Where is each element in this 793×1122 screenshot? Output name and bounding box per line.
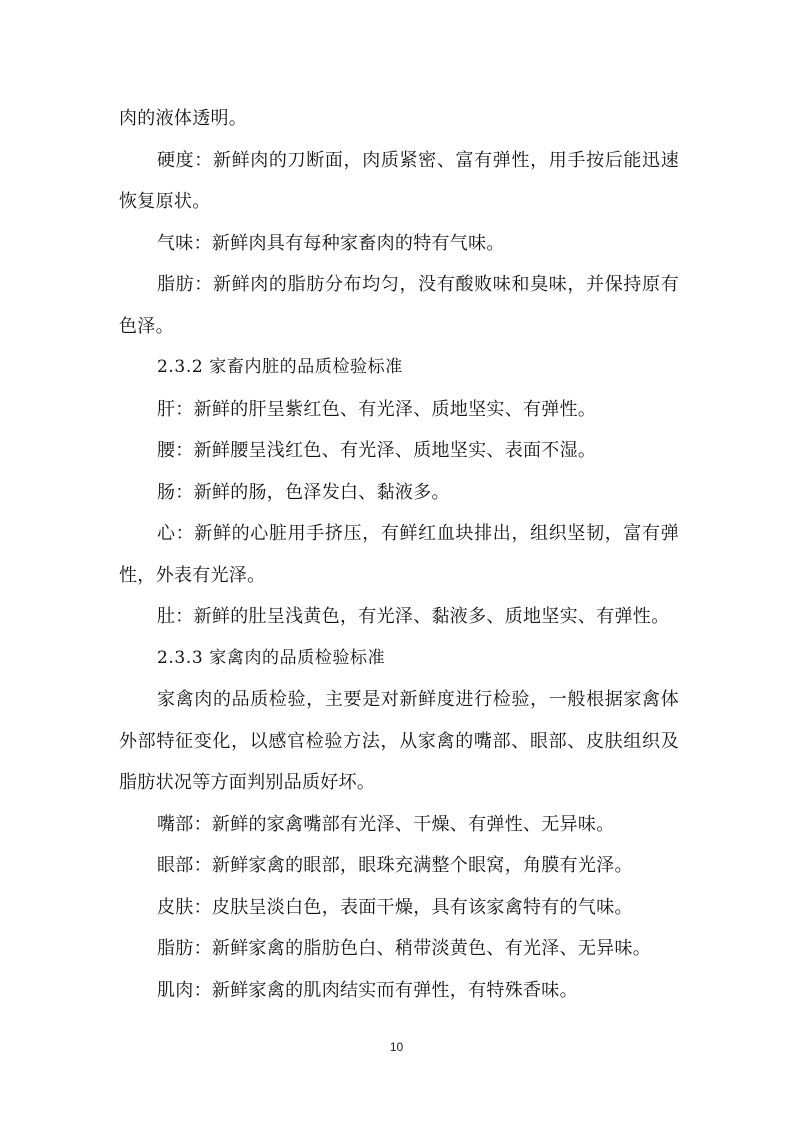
paragraph-skin: 皮肤：皮肤呈淡白色，表面干燥，具有该家禽特有的气味。 [157,896,633,918]
paragraph-liver: 肝：新鲜的肝呈紫红色、有光泽、质地坚实、有弹性。 [157,398,597,420]
paragraph-stomach: 肚：新鲜的肚呈浅黄色，有光泽、黏液多、质地坚实、有弹性。 [157,606,670,627]
paragraph-poultry-fat: 脂肪：新鲜家禽的脂肪色白、稍带淡黄色、有光泽、无异味。 [157,938,652,959]
paragraph-kidney: 腰：新鲜腰呈浅红色、有光泽、质地坚实、表面不湿。 [157,440,597,461]
paragraph-hardness: 硬度：新鲜肉的刀断面，肉质紧密、富有弹性，用手按后能迅速恢复原状。 [119,149,679,212]
page-number: 10 [389,1040,404,1054]
paragraph-fat: 脂肪：新鲜肉的脂肪分布均匀，没有酸败味和臭味，并保持原有色泽。 [119,274,679,337]
paragraph-continuation: 肉的液体透明。 [119,108,248,129]
paragraph-eyes: 眼部：新鲜家禽的眼部，眼珠充满整个眼窝，角膜有光泽。 [157,855,633,876]
section-heading-2-3-2: 2.3.2 家畜内脏的品质检验标准 [157,357,403,377]
paragraph-smell: 气味：新鲜肉具有每种家畜肉的特有气味。 [157,232,505,254]
paragraph-muscle: 肌肉：新鲜家禽的肌肉结实而有弹性，有特殊香味。 [157,979,578,1001]
page-content [119,98,679,1011]
paragraph-intestine: 肠：新鲜的肠，色泽发白、黏液多。 [157,481,450,503]
paragraph-poultry-intro: 家禽肉的品质检验，主要是对新鲜度进行检验，一般根据家禽体外部特征变化，以感官检验方法，从家禽的嘴部、眼部、皮肤组织及脂肪状况等方面判别品质好坏。 [119,689,679,793]
section-heading-2-3-3: 2.3.3 家禽肉的品质检验标准 [157,647,386,668]
paragraph-beak: 嘴部：新鲜的家禽嘴部有光泽、干燥、有弹性、无异味。 [157,813,615,835]
paragraph-heart: 心：新鲜的心脏用手挤压，有鲜红血块排出，组织坚韧，富有弹性，外表有光泽。 [119,523,679,586]
